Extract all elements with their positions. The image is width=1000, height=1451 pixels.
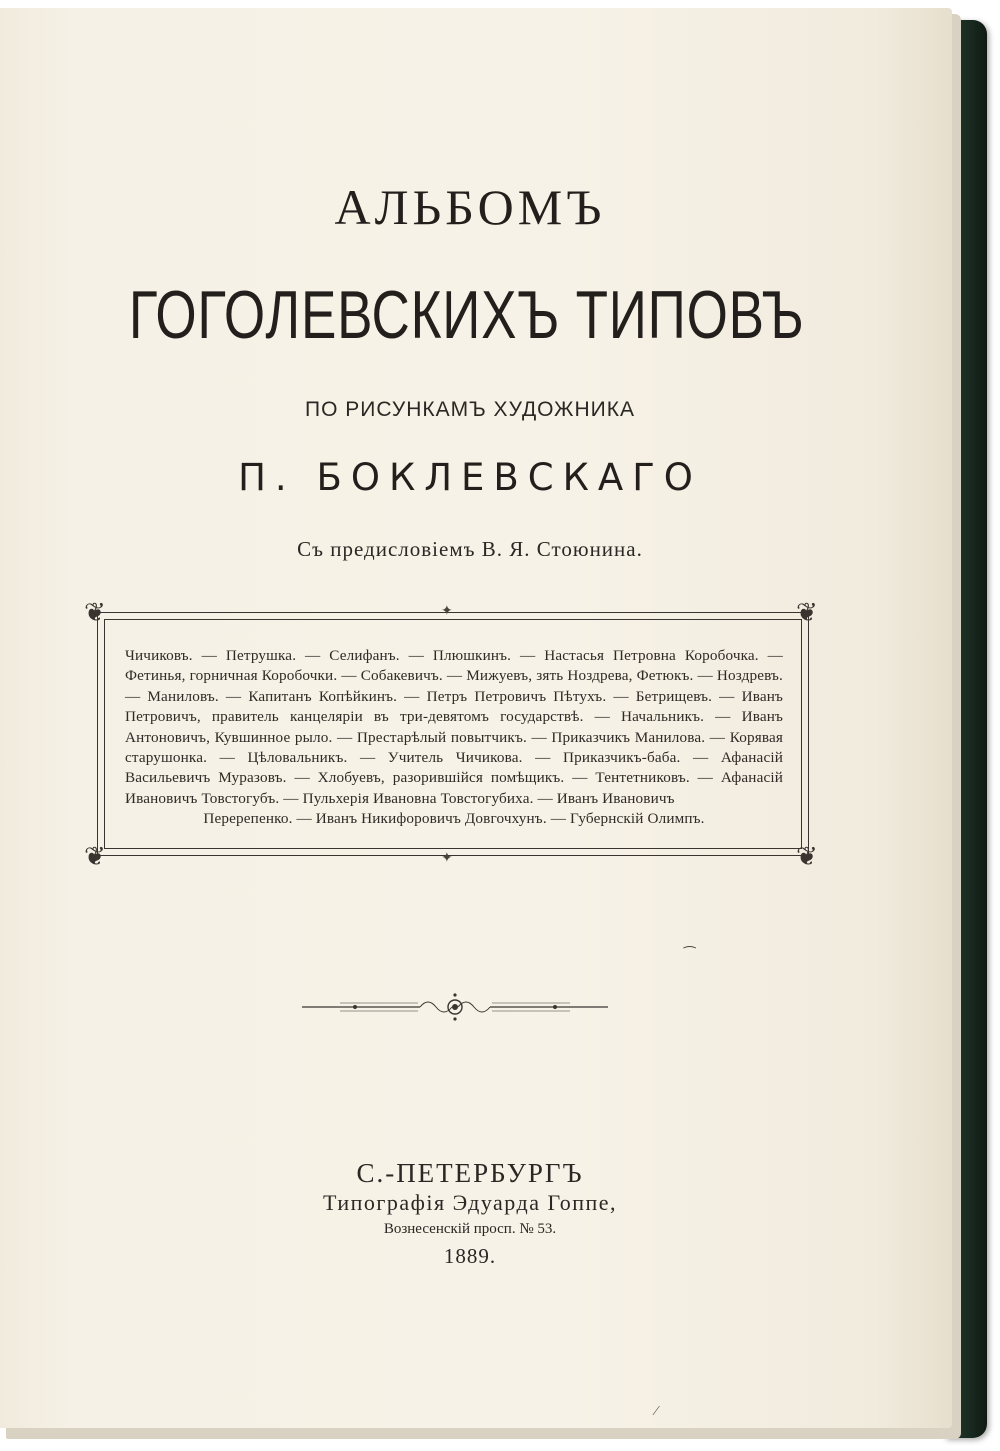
preface-credit: Съ предисловіемъ В. Я. Стоюнина. xyxy=(297,537,643,561)
decorative-divider-ornament xyxy=(300,992,610,1022)
subtitle: ПО РИСУНКАМЪ ХУДОЖНИКА xyxy=(305,398,635,421)
imprint-printer: Типографія Эдуарда Гоппе, xyxy=(322,1190,618,1215)
frame-corner-ornament-icon: ❦ xyxy=(796,842,818,871)
frame-center-mark-icon: ✦ xyxy=(441,851,453,866)
ink-mark: ⁀ xyxy=(684,948,696,963)
title-line-2: ГОГОЛЕВСКИХЪ ТИПОВЪ xyxy=(128,277,805,353)
frame-corner-ornament-icon: ❦ xyxy=(84,842,106,871)
imprint-address: Вознесенскій просп. № 53. xyxy=(383,1221,557,1237)
imprint-city: С.-ПЕТЕРБУРГЪ xyxy=(356,1158,584,1188)
title-page xyxy=(0,8,952,1428)
title-line-1: АЛЬБОМЪ xyxy=(334,179,606,235)
frame-center-mark-icon: ✦ xyxy=(441,604,453,619)
characters-list-body: Чичиковъ. — Петрушка. — Селифанъ. — Плюшкинъ. — Настасья Петровна Коробочка. — Фетинья, горничная Коробочки. — Собакевичъ. — Мижуевъ, зять Ноздрева, Фетюкъ. — Ноздревъ. — Маниловъ. — Капитанъ Копѣйкинъ. — Петръ Петровичъ Пѣтухъ. — Бетрищевъ. — Иванъ Петровичъ, правитель канцеляріи въ три-девятомъ государствѣ. — Начальникъ. — Иванъ Антоновичъ, Кувшинное рыло. — Престарѣлый повытчикъ. — Приказчикъ Манилова. — Корявая старушонка. — Цѣловальникъ. — Учитель Чичикова. — Приказчикъ-баба. — Афанасій Васильевичъ Муразовъ. — Хлобуевъ, разорившійся помѣщикъ. — Тентетниковъ. — Афанасій Ивановичъ Товстогубъ. — Пульхерія Ивановна Товстогубиха. — Иванъ Ивановичъ xyxy=(125,647,783,807)
ink-mark: ⁄ xyxy=(655,1404,658,1419)
characters-list xyxy=(125,646,783,830)
frame-corner-ornament-icon: ❦ xyxy=(796,598,818,627)
imprint-year: 1889. xyxy=(443,1244,497,1268)
frame-corner-ornament-icon: ❦ xyxy=(84,598,106,627)
characters-list-last-line: Перерепенко. — Иванъ Никифоровичъ Довгочхунъ. — Губернскій Олимпъ. xyxy=(203,810,705,828)
artist-name: П. БОКЛЕВСКАГО xyxy=(238,456,702,499)
